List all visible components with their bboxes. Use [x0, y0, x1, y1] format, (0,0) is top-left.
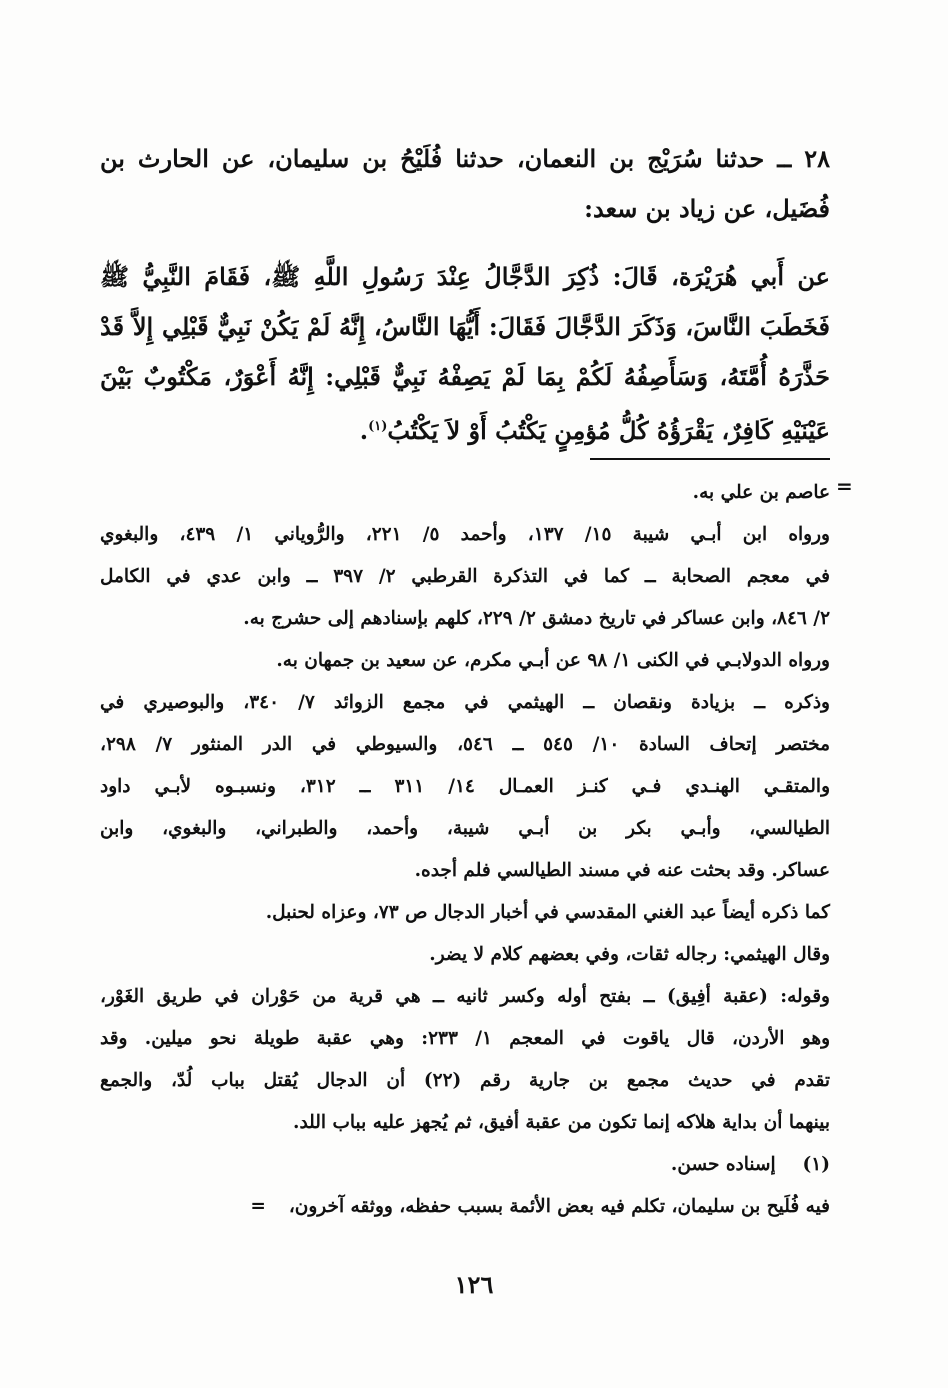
- footnote-line: وقوله: (عقبة أفِيق) ــ بفتح أوله وكسر ثانيه ــ هي قرية من حَوْران في طريق الغَوْر،: [100, 986, 830, 1007]
- footnote-line: عساكر. وقد بحثت عنه في مسند الطيالسي فلم أجده.: [414, 860, 830, 881]
- footnote-line: مختصر إتحاف السادة ١٠/ ٥٤٥ ــ ٥٤٦، والسيوطي في الدر المنثور ٧/ ٢٩٨،: [100, 734, 830, 755]
- matn-end-mark: .: [359, 416, 369, 445]
- footnote-1-text: فيه فُلَيح بن سليمان، تكلم فيه بعض الأئمة بسبب حفظه، ووثقه آخرون،: [288, 1196, 830, 1217]
- footnote-continuation-mark-end: =: [250, 1196, 266, 1217]
- footnote-1-number: (١): [802, 1154, 830, 1175]
- footnote-continuation-mark-start: =: [836, 474, 853, 498]
- footnote-line: تقدم في حديث مجمع بن جارية رقم (٢٢) أن الدجال يُقتل بباب لُدّ، والجمع: [100, 1070, 830, 1091]
- matn-text: عن أَبي هُرَيْرَة، قَالَ: ذُكِرَ الدَّجَّالُ عِنْدَ رَسُولِ اللَّهِ ﷺ، فَقَامَ النَّبِيُّ ﷺ فَخَطَبَ النَّاسَ، وَذَكَرَ الدَّجَّالَ فَقَالَ: أَيُّهَا النَّاسُ، إِنَّهُ لَمْ يَكُنْ نَبِيٌّ قَبْلِي إِلاَّ قَدْ حَذَّرَهُ أُمَّتَهُ، وَسَأَصِفُهُ لَكُمْ بِمَا لَمْ يَصِفْهُ نَبِيٌّ قَبْلِي: إِنَّهُ أَعْوَرٌ، مَكْتُوبٌ بَيْنَ عَيْنَيْهِ كَافِرٌ، يَقْرَؤُهُ كُلُّ مُؤمِنٍ يَكْتُبُ أَوْ لاَ يَكْتُبُ: [100, 262, 830, 445]
- page-number: ١٢٦: [454, 1270, 494, 1299]
- hadith-matn: [100, 252, 830, 456]
- footnote-line: وذكره ــ بزيادة ونقصان ــ الهيثمي في مجمع الزوائد ٧/ ٣٤٠، والبوصيري في: [100, 692, 830, 713]
- footnote-1-heading: إسناده حسن.: [670, 1154, 776, 1175]
- footnotes-block: [100, 472, 830, 1228]
- footnote-line: والمتقـي الهنـدي فـي كنـز العمـال ١٤/ ٣١١ ــ ٣١٢، ونسبـوه لأبـي داود: [100, 776, 830, 797]
- footnote-line: في معجم الصحابة ــ كما في التذكرة القرطبي ٢/ ٣٩٧ ــ وابن عدي في الكامل: [100, 566, 830, 587]
- footnote-line: ٢/ ٨٤٦، وابن عساكر في تاريخ دمشق ٢/ ٢٢٩، كلهم بإسنادهم إلى حشرج به.: [243, 608, 830, 629]
- hadith-isnad: [100, 134, 830, 234]
- footnote-line: ورواه ابن أبـي شيبة ١٥/ ١٣٧، وأحمد ٥/ ٢٢١، والرُّوياني ١/ ٤٣٩، والبغوي: [100, 524, 830, 545]
- footnote-1-text-row: [100, 1186, 830, 1228]
- footnote-line: عاصم بن علي به.: [692, 482, 830, 503]
- footnote-line: ورواه الدولابـي في الكنى ١/ ٩٨ عن أبـي مكرم، عن سعيد بن جمهان به.: [276, 650, 830, 671]
- footnote-line: بينهما أن بداية هلاكه إنما تكون من عقبة أفيق، ثم يُجهز عليه بباب اللد.: [293, 1112, 830, 1133]
- footnote-ref: (١): [368, 419, 388, 434]
- footnote-line: وهو الأردن، قال ياقوت في المعجم ١/ ٢٣٣: وهي عقبة طويلة نحو ميلين. وقد: [100, 1028, 831, 1049]
- footnote-line: كما ذكره أيضاً عبد الغني المقدسي في أخبار الدجال ص ٧٣، وعزاه لحنبل.: [265, 902, 830, 923]
- footnote-line: وقال الهيثمي: رجاله ثقات، وفي بعضهم كلام لا يضر.: [429, 944, 830, 965]
- footnote-line: الطيالسي، وأبـي بكر بن أبـي شيبة، وأحمد، والطبراني، والبغوي، وابن: [100, 818, 830, 839]
- footnote-1-heading-row: [100, 1144, 830, 1186]
- isnad-text: ٢٨ ــ حدثنا سُرَيْج بن النعمان، حدثنا فُلَيْحُ بن سليمان، عن الحارث بن فُضَيل، عن زياد بن سعد:: [100, 144, 830, 223]
- hadith-main-text: [100, 134, 830, 456]
- footnote-divider: [590, 458, 830, 460]
